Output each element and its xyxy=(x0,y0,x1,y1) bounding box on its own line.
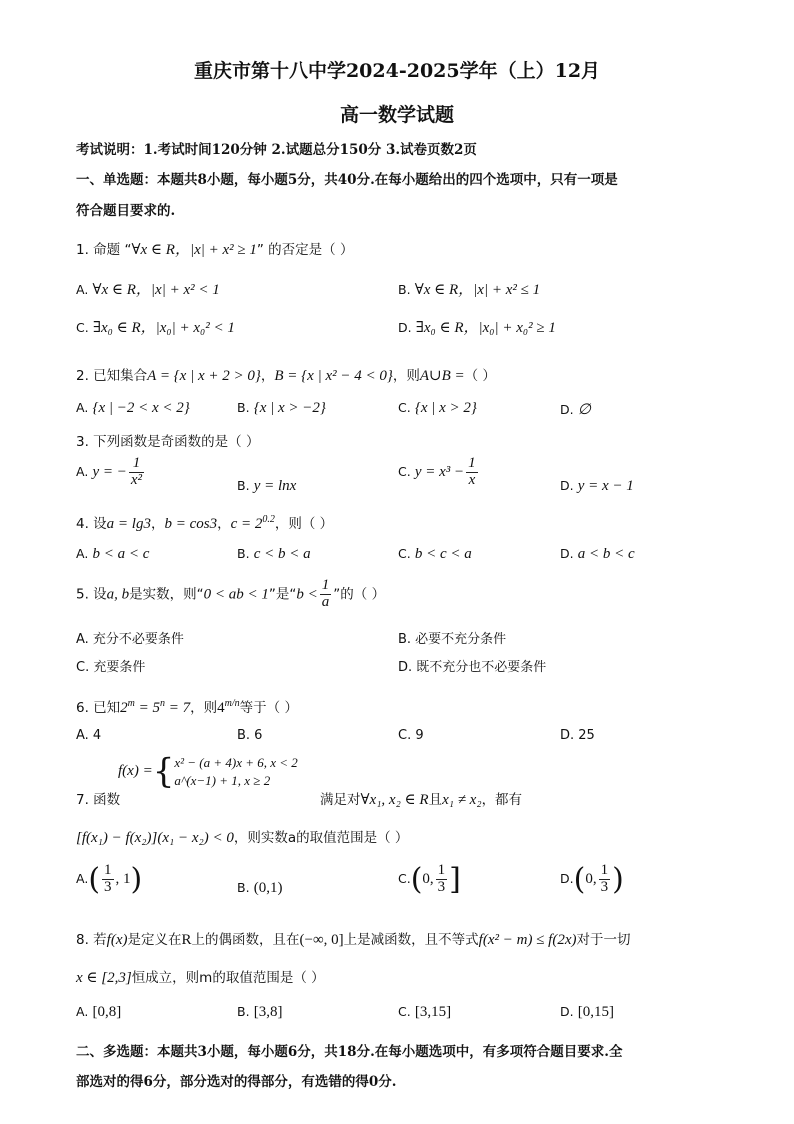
option-label: C. xyxy=(398,400,411,415)
right-paren-icon: ) xyxy=(130,862,143,897)
q1-option-c xyxy=(76,316,235,337)
q7-cond-neq: x₁ ≠ x₂ xyxy=(442,792,482,808)
q5-cond: 0 < ab < 1 xyxy=(203,586,269,603)
q4-a: a = lg3 xyxy=(106,516,151,532)
q5-option-b: B. 必要不充分条件 xyxy=(398,632,507,647)
q8-option-c xyxy=(398,1004,451,1021)
option-math: b < a < c xyxy=(92,546,150,562)
q5-mid2: ”是“ xyxy=(268,586,297,603)
q2-pre: 2. 已知集合 xyxy=(76,368,148,384)
option-math: {x | x > 2} xyxy=(414,400,477,416)
option-label: C. xyxy=(398,463,411,479)
q7-cond-math: ∀x₁, x₂ ∈ R xyxy=(360,792,429,808)
q5-option-c: C. 充要条件 xyxy=(76,660,146,675)
denominator: x xyxy=(468,471,476,488)
option-label: B. xyxy=(237,400,250,415)
section2-heading-line2: 部选对的得6分，部分选对的得部分，有选错的得0分. xyxy=(76,1074,397,1090)
q6-option-d: D. 25 xyxy=(560,728,595,743)
option-math: ∃x₀ ∈ R，|x₀| + x₀² ≥ 1 xyxy=(415,320,556,336)
denominator: 3 xyxy=(437,879,446,895)
q5-mid1: 是实数，则“ xyxy=(129,586,204,603)
q6-option-a: A. 4 xyxy=(76,728,102,743)
numerator: 1 xyxy=(600,862,609,879)
option-math: y = x − 1 xyxy=(577,478,634,494)
q3-option-c xyxy=(398,456,480,489)
q3-a-fraction xyxy=(129,456,144,489)
q8-mid3: 上是减函数，且不等式 xyxy=(343,932,479,948)
q8-option-d xyxy=(560,1004,614,1021)
section1-heading-line1: 一、单选题：本题共8小题，每小题5分，共40分.在每小题给出的四个选项中，只有一项是 xyxy=(76,172,618,188)
q7-option-b xyxy=(237,880,282,897)
q2-sep: ， xyxy=(260,368,275,384)
option-math: ∅ xyxy=(577,402,591,418)
q8-mid1: 是定义在 xyxy=(127,932,182,948)
q1-stem-math: ∀x ∈ R，|x| + x² ≥ 1 xyxy=(131,242,257,258)
q3-c-fraction xyxy=(466,456,478,489)
question-2-stem xyxy=(76,364,496,385)
denominator: a xyxy=(321,593,330,610)
q6-expr: $4^{m/n}$ xyxy=(217,698,240,716)
option-label: D. xyxy=(560,402,574,417)
left-brace-icon: { xyxy=(152,751,175,792)
q7-ineq: [f(x₁) − f(x₂)](x₁ − x₂) < 0 xyxy=(76,830,234,846)
q1-option-b xyxy=(398,278,540,299)
q8-pre: 8. 若 xyxy=(76,932,107,948)
option-label: D. xyxy=(560,1004,574,1019)
q1-option-d xyxy=(398,316,556,337)
option-math: , 1 xyxy=(115,871,131,887)
q7-pieces xyxy=(174,754,297,789)
q1-post: ” 的否定是（ ） xyxy=(256,242,354,258)
option-math: 0, xyxy=(422,871,434,887)
q7-label: 7. 函数 xyxy=(76,792,121,808)
option-label: B. xyxy=(237,478,250,493)
q8-fx: f(x) xyxy=(106,932,128,948)
option-math: c < b < a xyxy=(253,546,311,562)
option-math: {x | x > −2} xyxy=(253,400,326,416)
q8-line2 xyxy=(76,966,325,987)
option-label: A. xyxy=(76,463,89,479)
q7-c-fraction xyxy=(436,863,448,896)
q5-fraction xyxy=(320,578,332,611)
q4-c: $c = 2^{0.2}$ xyxy=(230,514,275,532)
q5-option-d: D. 既不充分也不必要条件 xyxy=(398,660,547,675)
q8-option-b xyxy=(237,1004,282,1021)
exam-notes: 考试说明：1.考试时间120分钟 2.试题总分150分 3.试卷页数2页 xyxy=(76,142,477,158)
q4-option-a xyxy=(76,546,149,563)
q3-option-a xyxy=(76,456,146,489)
option-math: y = lnx xyxy=(253,478,297,494)
option-label: D. xyxy=(560,546,574,561)
option-label: A. xyxy=(76,546,89,561)
q3-option-b xyxy=(237,478,296,495)
section2-heading-line1: 二、多选题：本题共3小题，每小题6分，共18分.在每小题选项中，有多项符合题目要求.全 xyxy=(76,1044,623,1060)
option-label: A. xyxy=(76,400,89,415)
q7-option-d xyxy=(560,862,624,897)
q7-cond-pre: 满足对 xyxy=(320,792,361,808)
option-math: a < b < c xyxy=(577,546,635,562)
option-math: [0,8] xyxy=(92,1004,122,1020)
denominator: 3 xyxy=(600,879,609,895)
option-label: C. xyxy=(398,871,411,886)
q2-option-b xyxy=(237,400,326,417)
option-label: B. xyxy=(398,282,411,297)
q5-cond2: b < xyxy=(296,586,318,603)
q7-option-c xyxy=(398,862,461,897)
right-bracket-icon: ] xyxy=(449,862,461,897)
option-math: {x | −2 < x < 2} xyxy=(92,400,190,416)
option-math: b < c < a xyxy=(414,546,472,562)
q7-condition xyxy=(320,788,522,809)
q7-line2-post: ，则实数a的取值范围是（ ） xyxy=(233,830,409,846)
q8-option-a xyxy=(76,1004,121,1021)
q7-cond-post: ，都有 xyxy=(481,792,523,808)
q7-cond-mid: 且 xyxy=(428,792,443,808)
left-paren-icon: ( xyxy=(410,862,423,897)
option-label: B. xyxy=(237,1004,250,1019)
option-label: A. xyxy=(76,282,89,297)
left-paren-icon: ( xyxy=(88,862,101,897)
option-label: D. xyxy=(398,320,412,335)
q2-option-c xyxy=(398,400,477,417)
q1-option-a xyxy=(76,278,220,299)
q7-d-fraction xyxy=(599,863,611,896)
option-label: B. xyxy=(237,880,250,895)
option-math: y = x³ − xyxy=(414,463,465,480)
q7-option-a xyxy=(76,862,142,897)
numerator: 1 xyxy=(468,455,476,471)
q8-ineq: f(x² − m) ≤ f(2x) xyxy=(478,932,577,948)
option-label: A. xyxy=(76,871,89,886)
question-3-stem: 3. 下列函数是奇函数的是（ ） xyxy=(76,434,260,450)
option-label: B. xyxy=(237,546,250,561)
q8-interval: (−∞, 0] xyxy=(299,932,344,948)
q8-mid2: 上的偶函数，且在 xyxy=(191,932,300,948)
right-paren-icon: ) xyxy=(612,862,624,897)
q7-piece1: x² − (a + 4)x + 6, x < 2 xyxy=(174,755,298,770)
option-math: y = − xyxy=(92,463,127,480)
q4-pre: 4. 设 xyxy=(76,516,107,532)
q8-r: R xyxy=(181,932,192,948)
q4-option-c xyxy=(398,546,472,563)
q3-option-d xyxy=(560,478,634,495)
q2-union: A∪B = xyxy=(419,368,465,384)
question-6-stem xyxy=(76,696,298,717)
q7-a-fraction xyxy=(102,863,114,896)
q2-set-a: A = {x | x + 2 > 0} xyxy=(147,368,261,384)
option-label: C. xyxy=(398,1004,411,1019)
option-math: [0,15] xyxy=(577,1004,614,1020)
q6-mid: ，则 xyxy=(190,700,218,716)
q4-option-d xyxy=(560,546,635,563)
q5-post: ”的（ ） xyxy=(333,586,386,603)
q2-mid: ，则 xyxy=(392,368,420,384)
q8-line2-math: x ∈ [2,3] xyxy=(76,970,132,986)
q2-set-b: B = {x | x² − 4 < 0} xyxy=(274,368,393,384)
option-label: A. xyxy=(76,1004,89,1019)
exam-title: 重庆市第十八中学2024-2025学年（上）12月 xyxy=(193,60,601,82)
q4-option-b xyxy=(237,546,311,563)
option-label: D. xyxy=(560,871,574,886)
exam-subtitle: 高一数学试题 xyxy=(339,104,454,126)
q6-pre: 6. 已知 xyxy=(76,700,121,716)
option-math: ∀x ∈ R，|x| + x² ≤ 1 xyxy=(414,282,541,298)
section1-heading-line2: 符合题目要求的. xyxy=(76,203,176,219)
left-paren-icon: ( xyxy=(573,862,586,897)
q6-post: 等于（ ） xyxy=(239,700,298,716)
q2-option-a xyxy=(76,400,190,417)
denominator: x² xyxy=(130,471,143,488)
option-math: 0, xyxy=(585,871,597,887)
q7-fx: f(x) = xyxy=(118,763,153,780)
option-math: [3,15] xyxy=(414,1004,452,1020)
option-math: ∃x₀ ∈ R，|x₀| + x₀² < 1 xyxy=(92,320,235,336)
numerator: 1 xyxy=(437,862,446,879)
option-label: C. xyxy=(398,546,411,561)
option-math: [3,8] xyxy=(253,1004,283,1020)
q4-b: b = cos3 xyxy=(164,516,218,532)
option-label: D. xyxy=(560,478,574,493)
q2-option-d xyxy=(560,400,591,419)
q6-option-c: C. 9 xyxy=(398,728,424,743)
option-math: ∀x ∈ R，|x| + x² < 1 xyxy=(92,282,220,298)
option-math: (0,1) xyxy=(253,880,283,896)
numerator: 1 xyxy=(321,577,330,593)
q5-vars: a, b xyxy=(106,586,130,603)
q7-piece2: a^(x−1) + 1, x ≥ 2 xyxy=(174,772,271,788)
question-5-stem xyxy=(76,578,385,611)
option-label: C. xyxy=(76,320,89,335)
denominator: 3 xyxy=(104,879,112,895)
q8-post: 对于一切 xyxy=(576,932,631,948)
q5-option-a: A. 充分不必要条件 xyxy=(76,632,184,647)
question-8-stem xyxy=(76,928,631,949)
q1-pre: 1. 命题 “ xyxy=(76,242,132,258)
q4-post: ，则（ ） xyxy=(274,516,334,532)
question-1-stem xyxy=(76,238,353,259)
q7-function xyxy=(118,751,298,792)
q7-line2 xyxy=(76,826,408,847)
numerator: 1 xyxy=(129,456,144,473)
numerator: 1 xyxy=(104,862,112,879)
q6-option-b: B. 6 xyxy=(237,728,263,743)
question-4-stem: 4. 设a = lg3，b = cos3，$c = 2^{0.2}$，则（ ） xyxy=(76,514,334,532)
q8-line2-post: 恒成立，则m的取值范围是（ ） xyxy=(131,970,325,986)
q5-pre: 5. 设 xyxy=(76,586,107,603)
q2-post: （ ） xyxy=(464,368,496,384)
q6-cond: $2^m = 5^n = 7$ xyxy=(120,698,191,716)
